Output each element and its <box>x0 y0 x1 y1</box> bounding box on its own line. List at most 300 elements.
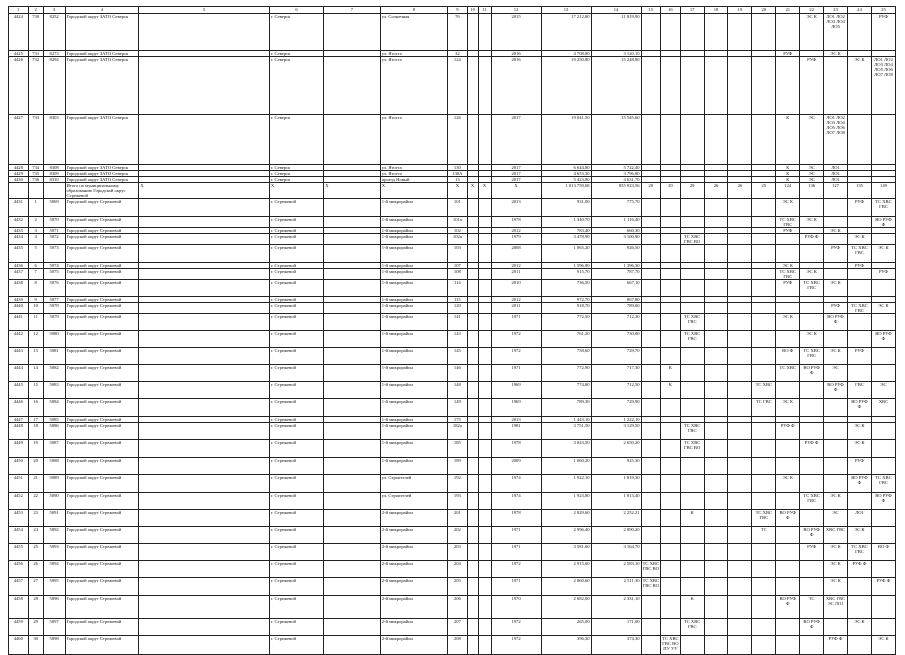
work-code-cell <box>776 636 800 655</box>
column-header: 6 <box>269 7 323 14</box>
year-cell: 2017 <box>491 115 541 165</box>
col11-cell <box>478 314 491 331</box>
col7-cell <box>324 245 381 263</box>
work-code-cell <box>728 527 752 544</box>
work-code-cell: ЛО1 <box>824 177 848 183</box>
col11-cell <box>478 510 491 527</box>
work-code-cell <box>776 382 800 399</box>
work-code-cell <box>728 510 752 527</box>
total-area-cell: 774,80 <box>541 382 591 399</box>
work-code-cell <box>776 234 800 245</box>
year-cell: 2013 <box>491 417 541 423</box>
street-cell: 2-й микрорайон <box>380 578 447 596</box>
table-row <box>9 331 896 348</box>
work-code-cell <box>704 382 728 399</box>
row-number: 14 <box>28 365 43 382</box>
settlement-cell: г. Стрежевой <box>269 280 323 297</box>
work-code-cell <box>776 578 800 596</box>
work-code-cell: ЭС <box>800 177 824 183</box>
living-area-cell: 1 222,10 <box>591 417 641 423</box>
year-cell: 2015 <box>491 14 541 51</box>
col11-cell <box>478 331 491 348</box>
settlement-cell: г. Северск <box>269 115 323 165</box>
work-code-cell <box>661 596 681 619</box>
total-area-cell: 3 751,50 <box>541 423 591 440</box>
work-code-cell <box>680 245 704 263</box>
row-number: 734 <box>28 165 43 171</box>
work-code-cell: ЭС К <box>776 263 800 269</box>
house-number-cell: Х <box>448 183 468 199</box>
work-code-cell <box>728 493 752 510</box>
col7-cell <box>324 510 381 527</box>
work-code-cell <box>824 234 848 245</box>
work-code-cell: К <box>680 596 704 619</box>
col10-cell <box>467 348 478 365</box>
work-code-cell: ЛО1 <box>848 510 872 527</box>
work-code-cell <box>704 619 728 636</box>
work-code-cell <box>728 269 752 280</box>
work-code-cell: 127 <box>824 183 848 199</box>
settlement-cell: г. Северск <box>269 14 323 51</box>
work-code-cell: ЭС К <box>824 561 848 578</box>
work-code-cell <box>661 115 681 165</box>
settlement-cell: г. Северск <box>269 51 323 57</box>
work-code-cell <box>661 527 681 544</box>
work-code-cell: ЭС К <box>800 217 824 228</box>
work-code-cell <box>728 14 752 51</box>
settlement-cell: г. Северск <box>269 165 323 171</box>
column-header: 21 <box>776 7 800 14</box>
row-number: 11 <box>28 314 43 331</box>
work-code-cell <box>848 578 872 596</box>
street-cell: ул. Ятогта <box>380 57 447 115</box>
work-code-cell <box>752 314 776 331</box>
work-code-cell <box>704 636 728 655</box>
total-area-cell: 1 060,20 <box>541 458 591 475</box>
work-code-cell <box>680 199 704 217</box>
table-row <box>9 619 896 636</box>
municipality-cell: Городской округ Стрежевой <box>65 399 139 417</box>
work-code-cell <box>752 217 776 228</box>
house-number-cell: 130 <box>448 165 468 171</box>
work-code-cell <box>728 544 752 561</box>
col11-cell <box>478 399 491 417</box>
row-index: 4429 <box>9 171 29 177</box>
work-code-cell <box>752 544 776 561</box>
row-index: 4453 <box>9 510 29 527</box>
work-code-cell: ЭС К <box>848 57 872 115</box>
col10-cell <box>467 199 478 217</box>
year-cell: 1974 <box>491 493 541 510</box>
work-code-cell: ВО РУФ Ф <box>824 314 848 331</box>
municipality-cell: Городской округ Стрежевой <box>65 228 139 234</box>
col7-cell <box>324 303 381 314</box>
total-area-cell: 396,30 <box>541 636 591 655</box>
work-code-cell <box>752 365 776 382</box>
work-code-cell <box>752 636 776 655</box>
house-id: 8308 <box>43 165 65 171</box>
work-code-cell <box>704 544 728 561</box>
house-id: 5083 <box>43 382 65 399</box>
house-id: 8252 <box>43 14 65 51</box>
work-code-cell: ЭС К <box>824 51 848 57</box>
living-area-cell: 1 396,30 <box>591 263 641 269</box>
house-number-cell: 102 <box>448 228 468 234</box>
row-index: 4447 <box>9 417 29 423</box>
year-cell: 1972 <box>491 619 541 636</box>
work-code-cell <box>752 57 776 115</box>
municipality-cell: Городской округ Стрежевой <box>65 199 139 217</box>
total-area-cell: 758,60 <box>541 348 591 365</box>
col5-cell <box>139 544 269 561</box>
year-cell: 1971 <box>491 544 541 561</box>
col10-cell <box>467 578 478 596</box>
col11-cell <box>478 14 491 51</box>
street-cell: 2-й микрорайон <box>380 510 447 527</box>
work-code-cell <box>641 423 661 440</box>
column-header: 1 <box>9 7 29 14</box>
living-area-cell: 4 631,70 <box>591 177 641 183</box>
row-index: 4435 <box>9 245 29 263</box>
settlement-cell: г. Стрежевой <box>269 245 323 263</box>
municipality-cell: Городской округ Стрежевой <box>65 245 139 263</box>
col7-cell <box>324 57 381 115</box>
row-index: 4455 <box>9 544 29 561</box>
street-cell: 2-й микрорайон <box>380 561 447 578</box>
work-code-cell: РУФ <box>800 544 824 561</box>
work-code-cell <box>680 561 704 578</box>
living-area-cell: 787,70 <box>591 269 641 280</box>
house-number-cell: 32 <box>448 51 468 57</box>
row-index: 4428 <box>9 165 29 171</box>
work-code-cell <box>704 199 728 217</box>
col5-cell <box>139 561 269 578</box>
work-code-cell <box>728 314 752 331</box>
table-row <box>9 245 896 263</box>
work-code-cell <box>641 527 661 544</box>
work-code-cell <box>661 423 681 440</box>
street-cell: 1-й микрорайон <box>380 280 447 297</box>
column-header: 16 <box>661 7 681 14</box>
work-code-cell <box>871 348 895 365</box>
row-number: 17 <box>28 417 43 423</box>
table-row <box>9 578 896 596</box>
column-header: 4 <box>65 7 139 14</box>
work-code-cell <box>704 234 728 245</box>
row-number: 731 <box>28 51 43 57</box>
col5-cell: Х <box>139 183 269 199</box>
settlement-cell: Х <box>269 183 323 199</box>
work-code-cell: 149 <box>871 183 895 199</box>
col7-cell <box>324 423 381 440</box>
work-code-cell: ЛО1 ЛО2 ЛО3 ЛО4 ЛО5 ЛО6 ЛО7 ЛО8 <box>824 115 848 165</box>
house-id: 5094 <box>43 561 65 578</box>
table-row <box>9 280 896 297</box>
living-area-cell: 15 545,60 <box>591 115 641 165</box>
work-code-cell: ТС ХВС ГВС ВО ПУ УУ <box>661 636 681 655</box>
table-row <box>9 458 896 475</box>
work-code-cell: ЭС К <box>848 423 872 440</box>
settlement-cell: г. Стрежевой <box>269 234 323 245</box>
work-code-cell: РУФ <box>776 280 800 297</box>
row-index: 4433 <box>9 228 29 234</box>
work-code-cell: ТС ХВС ГВС ВО <box>641 578 661 596</box>
work-code-cell: ТС ХВС ГВС ВО <box>680 234 704 245</box>
col5-cell <box>139 303 269 314</box>
year-cell: 2012 <box>491 297 541 303</box>
row-index: 4457 <box>9 578 29 596</box>
house-id: 5073 <box>43 245 65 263</box>
work-code-cell: РУФ <box>800 57 824 115</box>
work-code-cell <box>728 399 752 417</box>
row-number: 24 <box>28 527 43 544</box>
house-id <box>43 183 65 199</box>
work-code-cell: ЭС К <box>776 314 800 331</box>
house-id: 5082 <box>43 365 65 382</box>
street-cell: ул. Ятогта <box>380 165 447 171</box>
work-code-cell <box>680 544 704 561</box>
municipality-cell: Городской округ ЗАТО Северск <box>65 51 139 57</box>
living-area-cell: 925,30 <box>591 458 641 475</box>
column-header: 22 <box>800 7 824 14</box>
house-id: 5077 <box>43 297 65 303</box>
work-code-cell: РУФ Ф <box>871 578 895 596</box>
work-code-cell <box>824 269 848 280</box>
table-row <box>9 365 896 382</box>
work-code-cell <box>641 269 661 280</box>
living-area-cell: 729,90 <box>591 399 641 417</box>
municipality-cell: Городской округ Стрежевой <box>65 348 139 365</box>
work-code-cell <box>848 269 872 280</box>
col7-cell <box>324 527 381 544</box>
municipality-cell: Городской округ Стрежевой <box>65 297 139 303</box>
total-area-cell: 4 653,30 <box>541 171 591 177</box>
year-cell: 2011 <box>491 269 541 280</box>
work-code-cell: ТС ХВС ГВС <box>871 475 895 493</box>
col5-cell <box>139 199 269 217</box>
col11-cell <box>478 365 491 382</box>
work-code-cell: ТС ХВС <box>776 365 800 382</box>
work-code-cell: К <box>776 115 800 165</box>
municipality-cell: Городской округ Стрежевой <box>65 475 139 493</box>
house-number-cell: 202 <box>448 527 468 544</box>
street-cell: ул. Солнечная <box>380 14 447 51</box>
col11-cell <box>478 527 491 544</box>
work-code-cell <box>661 475 681 493</box>
living-area-cell: 667,10 <box>591 280 641 297</box>
municipality-cell: Городской округ Стрежевой <box>65 596 139 619</box>
work-code-cell: ГВС <box>848 382 872 399</box>
work-code-cell <box>641 115 661 165</box>
municipality-cell: Городской округ Стрежевой <box>65 561 139 578</box>
work-code-cell: ЭС К <box>871 245 895 263</box>
total-area-cell: 1 923,80 <box>541 493 591 510</box>
row-number: 22 <box>28 493 43 510</box>
col5-cell <box>139 234 269 245</box>
municipality-cell: Городской округ ЗАТО Северск <box>65 165 139 171</box>
col11-cell <box>478 619 491 636</box>
house-id: 5091 <box>43 510 65 527</box>
house-number-cell: 192 <box>448 475 468 493</box>
municipality-cell: Городской округ ЗАТО Северск <box>65 14 139 51</box>
col10-cell: Х <box>467 183 478 199</box>
year-cell: 1978 <box>491 440 541 458</box>
work-code-cell: ЭС К <box>848 527 872 544</box>
row-index: 4440 <box>9 303 29 314</box>
work-code-cell <box>680 399 704 417</box>
table-row <box>9 348 896 365</box>
street-cell: ул. Строителей <box>380 493 447 510</box>
street-cell: ул. Ятогта <box>380 115 447 165</box>
col10-cell <box>467 245 478 263</box>
year-cell: 2012 <box>491 263 541 269</box>
work-code-cell <box>641 245 661 263</box>
year-cell: 1969 <box>491 382 541 399</box>
street-cell: 2-й микрорайон <box>380 619 447 636</box>
table-row <box>9 527 896 544</box>
col11-cell <box>478 596 491 619</box>
col7-cell <box>324 234 381 245</box>
col10-cell <box>467 636 478 655</box>
register-table <box>8 6 896 655</box>
house-id: 8294 <box>43 57 65 115</box>
row-index: 4459 <box>9 619 29 636</box>
living-area-cell: 1 813,40 <box>591 493 641 510</box>
living-area-cell: 11 819,90 <box>591 14 641 51</box>
work-code-cell <box>800 382 824 399</box>
work-code-cell <box>824 619 848 636</box>
work-code-cell: К <box>680 510 704 527</box>
house-number-cell: 107 <box>448 263 468 269</box>
work-code-cell: ХВС ГВС <box>824 527 848 544</box>
house-number-cell: 13 <box>448 177 468 183</box>
living-area-cell: 926,50 <box>591 245 641 263</box>
total-area-cell: 1 065,20 <box>541 245 591 263</box>
col11-cell <box>478 382 491 399</box>
col10-cell <box>467 57 478 115</box>
house-number-cell: 108 <box>448 269 468 280</box>
house-number-cell: 185 <box>448 440 468 458</box>
work-code-cell <box>728 475 752 493</box>
column-header: 9 <box>448 7 468 14</box>
column-header: 2 <box>28 7 43 14</box>
col7-cell <box>324 348 381 365</box>
row-number: 2 <box>28 217 43 228</box>
work-code-cell <box>704 399 728 417</box>
house-id: 5078 <box>43 303 65 314</box>
work-code-cell <box>728 217 752 228</box>
table-row <box>9 314 896 331</box>
total-area-cell: 3 581,60 <box>541 544 591 561</box>
col5-cell <box>139 458 269 475</box>
house-id: 5080 <box>43 331 65 348</box>
col5-cell <box>139 217 269 228</box>
living-area-cell: 660,30 <box>591 228 641 234</box>
house-id: 5090 <box>43 493 65 510</box>
house-id: 5071 <box>43 228 65 234</box>
work-code-cell <box>641 440 661 458</box>
living-area-cell: 1 819,30 <box>591 475 641 493</box>
work-code-cell <box>704 527 728 544</box>
work-code-cell: 20 <box>641 183 661 199</box>
row-index: 4448 <box>9 423 29 440</box>
col10-cell <box>467 331 478 348</box>
house-number-cell: 141 <box>448 314 468 331</box>
col7-cell <box>324 458 381 475</box>
row-index: 4434 <box>9 234 29 245</box>
col5-cell <box>139 596 269 619</box>
work-code-cell <box>824 399 848 417</box>
living-area-cell: 730,00 <box>591 331 641 348</box>
col5-cell <box>139 348 269 365</box>
table-row <box>9 234 896 245</box>
work-code-cell <box>800 510 824 527</box>
year-cell: 2010 <box>491 280 541 297</box>
work-code-cell <box>871 440 895 458</box>
work-code-cell: ВО РУФ Ф <box>776 596 800 619</box>
work-code-cell: ЭС К <box>800 14 824 51</box>
work-code-cell <box>661 578 681 596</box>
row-index <box>9 183 29 199</box>
year-cell: 2016 <box>491 51 541 57</box>
row-index: 4460 <box>9 636 29 655</box>
work-code-cell <box>680 217 704 228</box>
table-row <box>9 493 896 510</box>
work-code-cell: ТС <box>800 596 824 619</box>
work-code-cell: ТС ХВС ГВС ВО <box>641 561 661 578</box>
work-code-cell <box>661 331 681 348</box>
work-code-cell: РУФ <box>871 14 895 51</box>
row-index: 4441 <box>9 314 29 331</box>
year-cell: 1971 <box>491 578 541 596</box>
municipality-cell: Итого по муниципальному образованию Городской округ Стрежевой <box>65 183 139 199</box>
work-code-cell <box>641 314 661 331</box>
municipality-cell: Городской округ ЗАТО Северск <box>65 177 139 183</box>
living-area-cell: 3 100,90 <box>591 234 641 245</box>
work-code-cell <box>752 199 776 217</box>
col5-cell <box>139 269 269 280</box>
living-area-cell: 789,60 <box>591 303 641 314</box>
street-cell: 1-й микрорайон <box>380 440 447 458</box>
work-code-cell <box>661 348 681 365</box>
living-area-cell: 15 248,80 <box>591 57 641 115</box>
work-code-cell <box>871 280 895 297</box>
street-cell: 1-й микрорайон <box>380 217 447 228</box>
total-area-cell: 915,70 <box>541 269 591 280</box>
work-code-cell <box>871 458 895 475</box>
house-id: 5089 <box>43 475 65 493</box>
house-number-cell: 189 <box>448 458 468 475</box>
work-code-cell: ЭС <box>871 382 895 399</box>
table-row <box>9 217 896 228</box>
work-code-cell: ВО РУФ Ф <box>824 382 848 399</box>
col10-cell <box>467 475 478 493</box>
work-code-cell: РУФ Ф <box>776 423 800 440</box>
col10-cell <box>467 234 478 245</box>
column-number-row <box>9 7 896 14</box>
row-number: 6 <box>28 263 43 269</box>
work-code-cell <box>680 475 704 493</box>
col10-cell <box>467 269 478 280</box>
settlement-cell: г. Стрежевой <box>269 263 323 269</box>
street-cell: 1-й микрорайон <box>380 245 447 263</box>
work-code-cell <box>728 57 752 115</box>
work-code-cell <box>680 303 704 314</box>
work-code-cell <box>641 493 661 510</box>
house-number-cell: 204 <box>448 561 468 578</box>
row-index: 4446 <box>9 399 29 417</box>
municipality-cell: Городской округ Стрежевой <box>65 493 139 510</box>
